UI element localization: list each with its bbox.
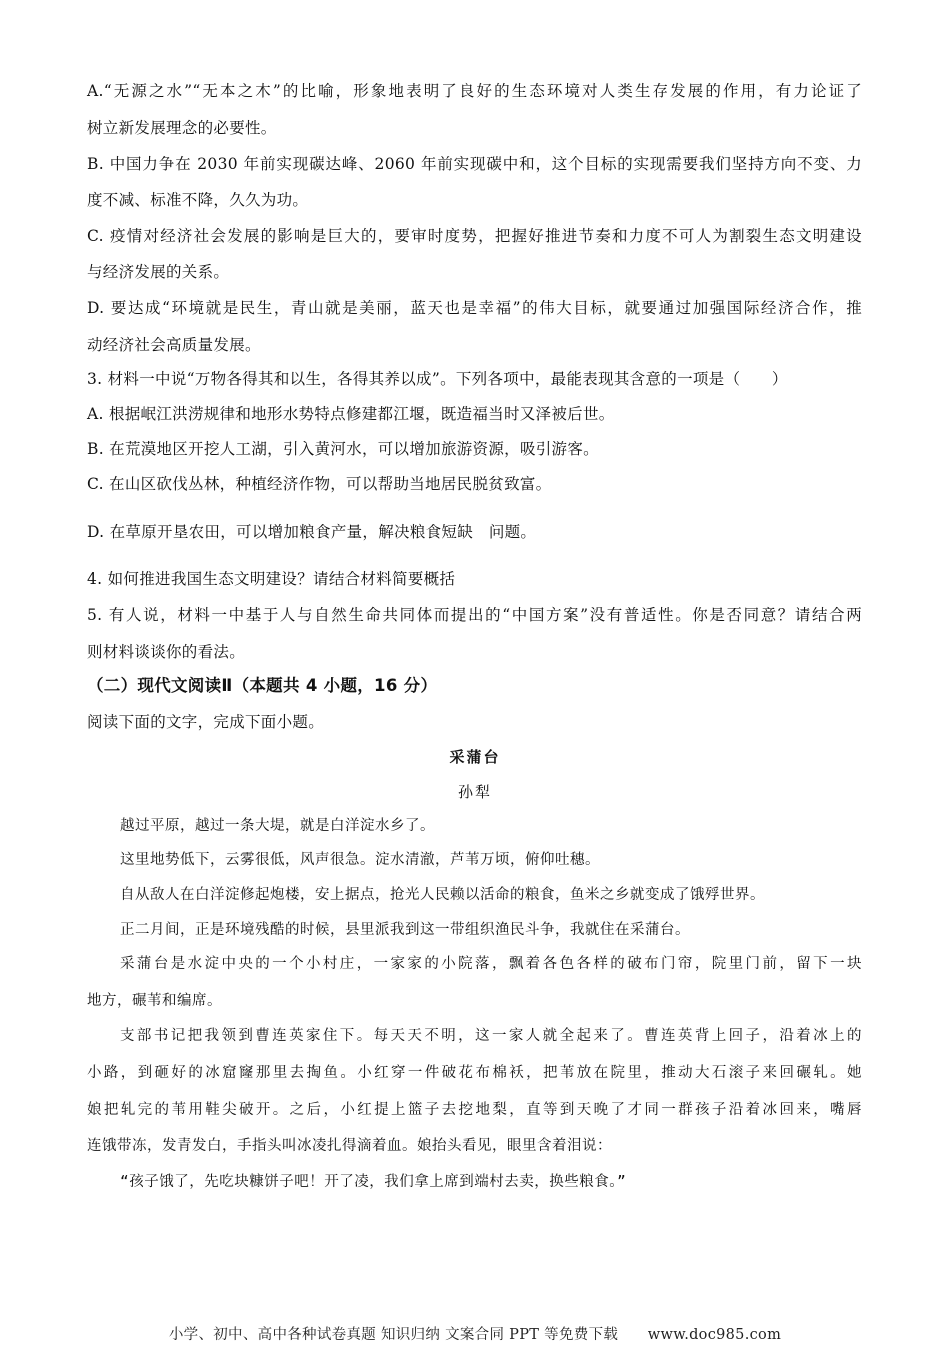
q3-option-a: A. 根据岷江洪涝规律和地形水势特点修建都江堰，既造福当时又泽被后世。 xyxy=(87,405,615,423)
q2-option-c-line1: C. 疫情对经济社会发展的影响是巨大的，要审时度势，把握好推进节奏和力度不可人为割裂生态文明建设 xyxy=(87,227,862,245)
q2-option-a-line2: 树立新发展理念的必要性。 xyxy=(87,119,277,137)
q5-stem-line1: 5. 有人说，材料一中基于人与自然生命共同体而提出的“中国方案”没有普适性。你是否同意？请结合两 xyxy=(87,606,862,624)
q5-stem-line2: 则材料谈谈你的看法。 xyxy=(87,643,246,661)
passage-title: 采蒲台 xyxy=(449,748,501,766)
passage-paragraph-2: 这里地势低下，云雾很低，风声很急。淀水清澈，芦苇万顷，俯仰吐穗。 xyxy=(120,852,600,868)
passage-paragraph-6-line4: 连饿带冻，发青发白，手指头叫冰凌扎得滴着血。娘抬头看见，眼里含着泪说： xyxy=(87,1138,612,1154)
q2-option-b-line1: B. 中国力争在 2030 年前实现碳达峰、2060 年前实现碳中和，这个目标的实现需要我们坚持方向不变、力 xyxy=(87,155,862,173)
passage-paragraph-5-line2: 地方，碾苇和编席。 xyxy=(87,993,222,1009)
passage-paragraph-1: 越过平原，越过一条大堤，就是白洋淀水乡了。 xyxy=(120,818,435,834)
q3-option-c: C. 在山区砍伐丛林，种植经济作物，可以帮助当地居民脱贫致富。 xyxy=(87,475,552,493)
passage-paragraph-3: 自从敌人在白洋淀修起炮楼，安上据点，抢光人民赖以活命的粮食，鱼米之乡就变成了饿殍世界。 xyxy=(120,887,765,903)
page-footer: 小学、初中、高中各种试卷真题 知识归纳 文案合同 PPT 等免费下载 www.doc985.com xyxy=(168,1327,782,1343)
passage-paragraph-4: 正二月间，正是环境残酷的时候，县里派我到这一带组织渔民斗争，我就住在采蒲台。 xyxy=(120,922,690,938)
q3-option-d: D. 在草原开垦农田，可以增加粮食产量，解决粮食短缺 问题。 xyxy=(87,523,537,541)
section-heading: （二）现代文阅读Ⅱ（本题共 4 小题，16 分） xyxy=(87,676,438,695)
q4-stem: 4. 如何推进我国生态文明建设？请结合材料简要概括 xyxy=(87,570,456,588)
passage-paragraph-7: “孩子饿了，先吃块糠饼子吧！开了凌，我们拿上席到端村去卖，换些粮食。” xyxy=(120,1174,627,1190)
passage-paragraph-6-line3: 娘把轧完的苇用鞋尖破开。之后，小红提上篮子去挖地梨，直等到天晚了才同一群孩子沿着冰回来，嘴唇 xyxy=(87,1102,862,1118)
passage-paragraph-5-line1: 采蒲台是水淀中央的一个小村庄，一家家的小院落，飘着各色各样的破布门帘，院里门前，留下一块 xyxy=(120,956,862,972)
q3-stem: 3. 材料一中说“万物各得其和以生，各得其养以成”。下列各项中，最能表现其含意的一项是（ ） xyxy=(87,370,788,388)
passage-author: 孙犁 xyxy=(457,783,492,801)
q2-option-a-line1: A.“无源之水”“无本之木”的比喻，形象地表明了良好的生态环境对人类生存发展的作用，有力论证了 xyxy=(87,82,862,100)
section-instruction: 阅读下面的文字，完成下面小题。 xyxy=(87,713,325,731)
q2-option-c-line2: 与经济发展的关系。 xyxy=(87,263,230,281)
q2-option-d-line1: D. 要达成“环境就是民生，青山就是美丽，蓝天也是幸福”的伟大目标，就要通过加强国际经济合作，推 xyxy=(87,299,862,317)
passage-paragraph-6-line1: 支部书记把我领到曹连英家住下。每天天不明，这一家人就全起来了。曹连英背上回子，沿着冰上的 xyxy=(120,1028,862,1044)
q2-option-d-line2: 动经济社会高质量发展。 xyxy=(87,336,261,354)
q2-option-b-line2: 度不减、标准不降，久久为功。 xyxy=(87,191,309,209)
passage-paragraph-6-line2: 小路，到砸好的冰窟窿那里去掏鱼。小红穿一件破花布棉袄，把苇放在院里，推动大石滚子来回碾轧。她 xyxy=(87,1065,862,1081)
q3-option-b: B. 在荒漠地区开挖人工湖，引入黄河水，可以增加旅游资源，吸引游客。 xyxy=(87,440,599,458)
